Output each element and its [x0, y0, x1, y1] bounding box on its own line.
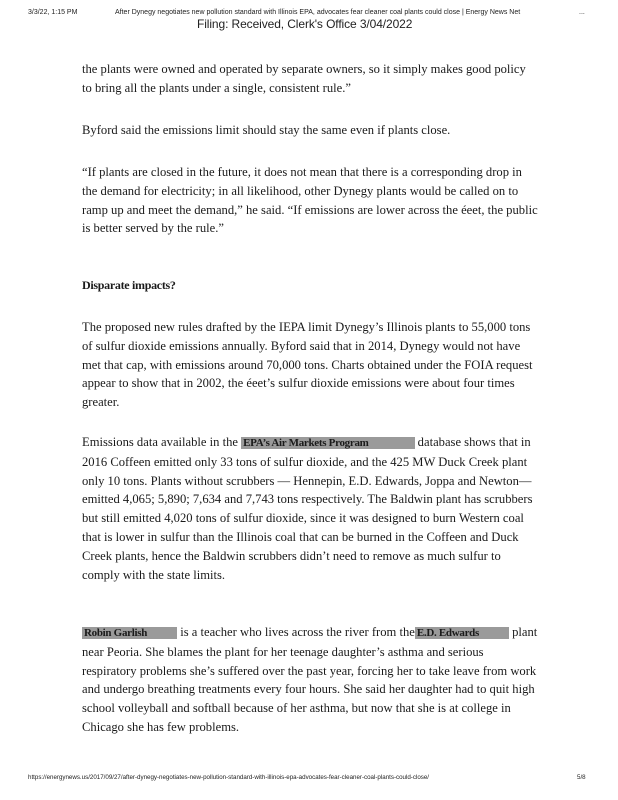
paragraph-plants-owners: the plants were owned and operated by separate owners, so it simply makes good policy to bring all the plants under a single, consistent rule.”: [82, 62, 526, 95]
print-date: 3/3/22, 1:15 PM: [28, 9, 78, 16]
page-number: 5/8: [577, 774, 586, 781]
paragraph-robin-garlish: [82, 623, 538, 737]
garlish-text-post: plant near Peoria. She blames the plant for her teenage daughter’s asthma and serious respiratory problems she’s suffered over the past year, forcing her to take leave from work and undergo breathing treatments every four hours. She said her daughter had to quit high school volleyball and softball because of her asthma, but now that she is at college in Chicago she has few problems.: [82, 625, 538, 734]
robin-garlish-link[interactable]: Robin Garlish: [82, 627, 177, 639]
filing-stamp: Filing: Received, Clerk's Office 3/04/2022: [197, 17, 413, 31]
emissions-text-post: database shows that in 2016 Coffeen emitted only 33 tons of sulfur dioxide, and the 425 MW Duck Creek plant only 10 tons. Plants without scrubbers — Hennepin, E.D. Edwards, Joppa and Newton— emitted 4,065; 5,890; 7,634 and 7,743 tons respectively. The Baldwin plant has scrubbers but still emitted 4,020 tons of sulfur dioxide, since it was designed to burn Western coal that is lower in sulfur than the Illinois coal that can be burned in the Coffeen and Duck Creek plants, hence the Baldwin scrubbers didn’t need to remove as much sulfur to comply with the state limits.: [82, 435, 533, 582]
print-page-title: After Dynegy negotiates new pollution standard with Illinois EPA, advocates fear cleaner coal plants could close | Energy News Net: [115, 9, 521, 16]
paragraph-byford-limit: Byford said the emissions limit should stay the same even if plants close.: [82, 123, 451, 137]
garlish-text-mid: is a teacher who lives across the river from the: [177, 625, 415, 639]
paragraph-emissions-data: [82, 433, 538, 584]
paragraph-proposed-rules: The proposed new rules drafted by the IEPA limit Dynegy’s Illinois plants to 55,000 tons of sulfur dioxide emissions annually. Byford said that in 2014, Dynegy would not have met that cap, with emissions around 70,000 tons. Charts obtained under the FOIA request appear to show that in 2002, the éeet’s sulfur dioxide emissions were about four times greater.: [82, 320, 533, 410]
print-url: https://energynews.us/2017/09/27/after-dynegy-negotiates-new-pollution-standard-with-illinois-epa-advocates-fear-cleaner-coal-plants-could-close/: [28, 774, 430, 781]
ed-edwards-link[interactable]: E.D. Edwards: [415, 627, 509, 639]
section-heading: Disparate impacts?: [82, 278, 176, 292]
print-header-ellipsis: ...: [579, 9, 585, 16]
emissions-text-pre: Emissions data available in the: [82, 435, 242, 449]
epa-air-markets-link[interactable]: EPA’s Air Markets Program: [241, 437, 414, 449]
paragraph-quote-demand: “If plants are closed in the future, it does not mean that there is a corresponding drop in the demand for electricity; in all likelihood, other Dynegy plants would be called on to ramp up and meet the demand,” he said. “If emissions are lower across the éeet, the public is better served by the rule.”: [82, 165, 538, 236]
